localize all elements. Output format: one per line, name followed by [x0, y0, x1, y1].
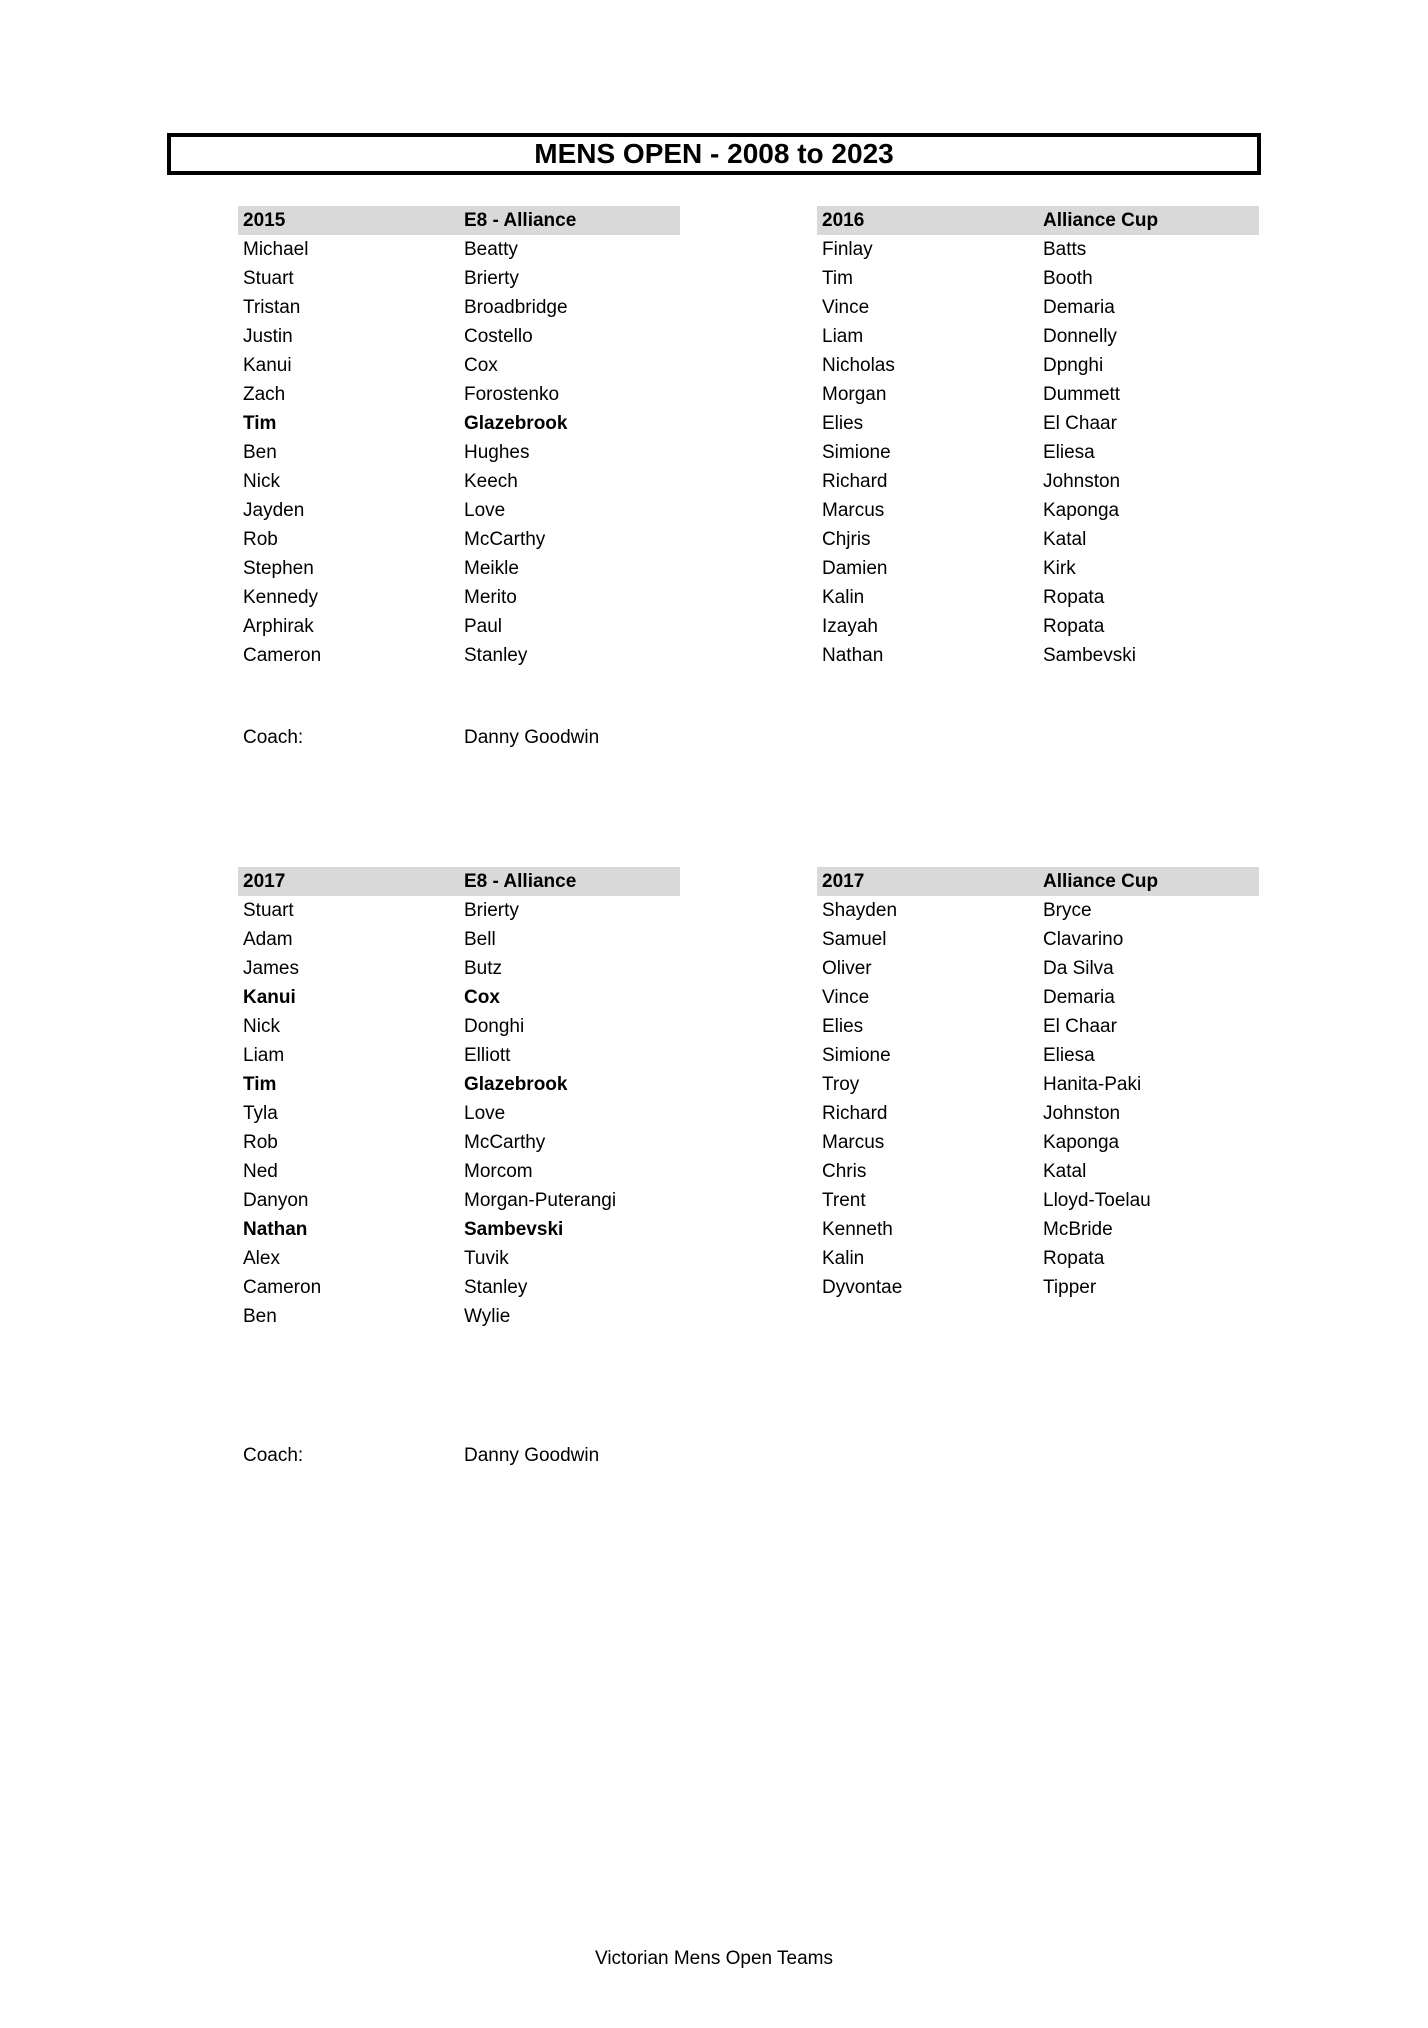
player-first-name: Stuart [243, 267, 294, 289]
player-last-name: Love [464, 499, 506, 521]
coach-name: Danny Goodwin [464, 1444, 600, 1466]
player-first-name: Kalin [822, 586, 865, 608]
player-last-name: McBride [1043, 1218, 1113, 1240]
team-year: 2017 [243, 870, 286, 892]
player-first-name: Richard [822, 470, 888, 492]
player-row [817, 983, 1259, 1012]
player-first-name: Kanui [243, 986, 296, 1008]
player-last-name: Da Silva [1043, 957, 1114, 979]
player-first-name: Richard [822, 1102, 888, 1124]
player-last-name: Butz [464, 957, 503, 979]
page-title: MENS OPEN - 2008 to 2023 [167, 133, 1261, 175]
player-last-name: Keech [464, 470, 518, 492]
player-row [238, 1070, 680, 1099]
player-first-name: Oliver [822, 957, 872, 979]
player-row [238, 612, 680, 641]
player-last-name: Tipper [1043, 1276, 1097, 1298]
player-row [817, 1215, 1259, 1244]
player-last-name: Forostenko [464, 383, 560, 405]
player-last-name: Brierty [464, 267, 519, 289]
player-first-name: Chris [822, 1160, 867, 1182]
player-last-name: Broadbridge [464, 296, 568, 318]
player-first-name: James [243, 957, 299, 979]
player-row [817, 322, 1259, 351]
player-row [817, 235, 1259, 264]
player-last-name: Eliesa [1043, 1044, 1095, 1066]
player-first-name: Ned [243, 1160, 278, 1182]
player-first-name: Nick [243, 1015, 280, 1037]
player-row [238, 1128, 680, 1157]
player-last-name: Glazebrook [464, 1073, 568, 1095]
player-row [817, 380, 1259, 409]
player-last-name: Morcom [464, 1160, 533, 1182]
player-first-name: Justin [243, 325, 293, 347]
player-row [238, 1012, 680, 1041]
player-row [817, 1128, 1259, 1157]
player-last-name: Sambevski [464, 1218, 564, 1240]
page-footer: Victorian Mens Open Teams [595, 1948, 833, 1969]
player-last-name: Ropata [1043, 586, 1105, 608]
player-row [817, 583, 1259, 612]
player-row [238, 1157, 680, 1186]
player-last-name: Elliott [464, 1044, 511, 1066]
player-first-name: Chjris [822, 528, 871, 550]
player-last-name: Dpnghi [1043, 354, 1104, 376]
player-row [817, 1273, 1259, 1302]
player-row [238, 1186, 680, 1215]
player-last-name: Merito [464, 586, 517, 608]
player-last-name: Stanley [464, 644, 528, 666]
player-last-name: Dummett [1043, 383, 1121, 405]
player-first-name: Rob [243, 528, 278, 550]
player-last-name: Sambevski [1043, 644, 1136, 666]
player-row [238, 925, 680, 954]
player-first-name: Liam [243, 1044, 285, 1066]
player-last-name: Bell [464, 928, 496, 950]
player-row [238, 322, 680, 351]
player-row [238, 380, 680, 409]
player-first-name: Nick [243, 470, 280, 492]
player-row [238, 583, 680, 612]
player-row [238, 1302, 680, 1331]
player-last-name: Demaria [1043, 296, 1115, 318]
player-last-name: Wylie [464, 1305, 511, 1327]
player-row [817, 264, 1259, 293]
player-row [817, 438, 1259, 467]
player-first-name: Cameron [243, 644, 322, 666]
player-row [817, 1244, 1259, 1273]
player-last-name: Kaponga [1043, 499, 1120, 521]
coach-row-2017 [238, 1441, 680, 1470]
player-first-name: Tim [243, 412, 277, 434]
team-year: 2016 [822, 209, 865, 231]
player-first-name: Nathan [243, 1218, 308, 1240]
team-competition: E8 - Alliance [464, 870, 577, 892]
team-competition: Alliance Cup [1043, 870, 1159, 892]
coach-name: Danny Goodwin [464, 726, 600, 748]
team-table-2016-alliance-cup [817, 206, 1259, 670]
player-last-name: Cox [464, 354, 498, 376]
player-last-name: Cox [464, 986, 500, 1008]
player-last-name: Kaponga [1043, 1131, 1120, 1153]
player-first-name: Tim [822, 267, 853, 289]
player-first-name: Trent [822, 1189, 866, 1211]
player-row [817, 1070, 1259, 1099]
player-row [817, 1041, 1259, 1070]
player-first-name: Samuel [822, 928, 887, 950]
player-first-name: Nathan [822, 644, 884, 666]
player-row [238, 351, 680, 380]
player-last-name: Clavarino [1043, 928, 1124, 950]
team-header [238, 206, 680, 235]
player-row [817, 496, 1259, 525]
player-row [817, 1099, 1259, 1128]
player-first-name: Adam [243, 928, 293, 950]
coach-row-2015 [238, 723, 680, 752]
player-last-name: Paul [464, 615, 503, 637]
player-first-name: Tristan [243, 296, 301, 318]
player-last-name: Hughes [464, 441, 530, 463]
player-last-name: Katal [1043, 528, 1087, 550]
player-first-name: Vince [822, 296, 870, 318]
player-first-name: Jayden [243, 499, 305, 521]
player-row [817, 351, 1259, 380]
player-last-name: Kirk [1043, 557, 1076, 579]
player-last-name: Donnelly [1043, 325, 1117, 347]
player-row [238, 235, 680, 264]
player-first-name: Marcus [822, 1131, 885, 1153]
player-last-name: Ropata [1043, 615, 1105, 637]
team-year: 2017 [822, 870, 865, 892]
player-row [238, 1273, 680, 1302]
player-row [238, 954, 680, 983]
player-row [238, 1099, 680, 1128]
player-row [238, 438, 680, 467]
player-row [238, 641, 680, 670]
player-row [238, 409, 680, 438]
player-row [817, 954, 1259, 983]
team-competition: E8 - Alliance [464, 209, 577, 231]
player-last-name: Meikle [464, 557, 519, 579]
player-first-name: Marcus [822, 499, 885, 521]
player-last-name: Stanley [464, 1276, 528, 1298]
player-row [817, 641, 1259, 670]
team-table-2015-e8 [238, 206, 680, 670]
player-first-name: Stephen [243, 557, 314, 579]
player-row [238, 264, 680, 293]
player-row [817, 925, 1259, 954]
player-last-name: Booth [1043, 267, 1093, 289]
team-table-2017-alliance-cup [817, 867, 1259, 1302]
player-first-name: Morgan [822, 383, 887, 405]
player-last-name: Katal [1043, 1160, 1087, 1182]
player-last-name: McCarthy [464, 1131, 546, 1153]
player-row [238, 896, 680, 925]
player-row [238, 293, 680, 322]
player-last-name: Demaria [1043, 986, 1115, 1008]
player-first-name: Stuart [243, 899, 294, 921]
player-row [238, 1244, 680, 1273]
player-first-name: Alex [243, 1247, 280, 1269]
player-first-name: Kennedy [243, 586, 319, 608]
player-last-name: Tuvik [464, 1247, 509, 1269]
team-header [817, 867, 1259, 896]
player-first-name: Simione [822, 1044, 891, 1066]
player-first-name: Kalin [822, 1247, 865, 1269]
player-last-name: Batts [1043, 238, 1087, 260]
team-header [238, 867, 680, 896]
player-first-name: Tyla [243, 1102, 278, 1124]
player-last-name: El Chaar [1043, 1015, 1117, 1037]
player-row [238, 554, 680, 583]
player-first-name: Damien [822, 557, 888, 579]
player-last-name: Love [464, 1102, 506, 1124]
player-row [817, 1012, 1259, 1041]
player-first-name: Zach [243, 383, 286, 405]
player-first-name: Elies [822, 412, 864, 434]
team-table-2017-e8 [238, 867, 680, 1331]
player-first-name: Michael [243, 238, 309, 260]
player-last-name: Brierty [464, 899, 519, 921]
player-row [817, 612, 1259, 641]
player-first-name: Shayden [822, 899, 898, 921]
player-last-name: Hanita-Paki [1043, 1073, 1142, 1095]
player-row [238, 983, 680, 1012]
player-last-name: McCarthy [464, 528, 546, 550]
player-row [817, 293, 1259, 322]
player-last-name: Eliesa [1043, 441, 1095, 463]
player-last-name: El Chaar [1043, 412, 1117, 434]
player-last-name: Donghi [464, 1015, 525, 1037]
player-last-name: Costello [464, 325, 533, 347]
player-first-name: Nicholas [822, 354, 895, 376]
player-row [817, 1186, 1259, 1215]
player-row [817, 896, 1259, 925]
player-first-name: Kenneth [822, 1218, 893, 1240]
player-first-name: Kanui [243, 354, 292, 376]
player-last-name: Ropata [1043, 1247, 1105, 1269]
team-competition: Alliance Cup [1043, 209, 1159, 231]
player-first-name: Finlay [822, 238, 873, 260]
player-row [238, 496, 680, 525]
player-last-name: Lloyd-Toelau [1043, 1189, 1151, 1211]
player-first-name: Cameron [243, 1276, 322, 1298]
player-row [817, 409, 1259, 438]
player-last-name: Beatty [464, 238, 518, 260]
player-row [238, 525, 680, 554]
player-last-name: Johnston [1043, 1102, 1121, 1124]
player-row [238, 1041, 680, 1070]
player-first-name: Simione [822, 441, 891, 463]
player-row [817, 1157, 1259, 1186]
player-last-name: Johnston [1043, 470, 1121, 492]
player-first-name: Elies [822, 1015, 864, 1037]
player-first-name: Danyon [243, 1189, 309, 1211]
player-first-name: Tim [243, 1073, 277, 1095]
player-first-name: Liam [822, 325, 864, 347]
player-first-name: Arphirak [243, 615, 314, 637]
player-last-name: Bryce [1043, 899, 1092, 921]
player-row [238, 1215, 680, 1244]
player-last-name: Glazebrook [464, 412, 568, 434]
player-row [817, 554, 1259, 583]
player-first-name: Ben [243, 1305, 277, 1327]
player-first-name: Dyvontae [822, 1276, 903, 1298]
coach-label: Coach: [243, 726, 304, 748]
player-row [817, 467, 1259, 496]
player-row [238, 467, 680, 496]
player-first-name: Ben [243, 441, 277, 463]
player-row [817, 525, 1259, 554]
player-first-name: Troy [822, 1073, 860, 1095]
team-year: 2015 [243, 209, 286, 231]
player-first-name: Vince [822, 986, 870, 1008]
player-first-name: Rob [243, 1131, 278, 1153]
team-header [817, 206, 1259, 235]
player-first-name: Izayah [822, 615, 878, 637]
coach-label: Coach: [243, 1444, 304, 1466]
player-last-name: Morgan-Puterangi [464, 1189, 617, 1211]
